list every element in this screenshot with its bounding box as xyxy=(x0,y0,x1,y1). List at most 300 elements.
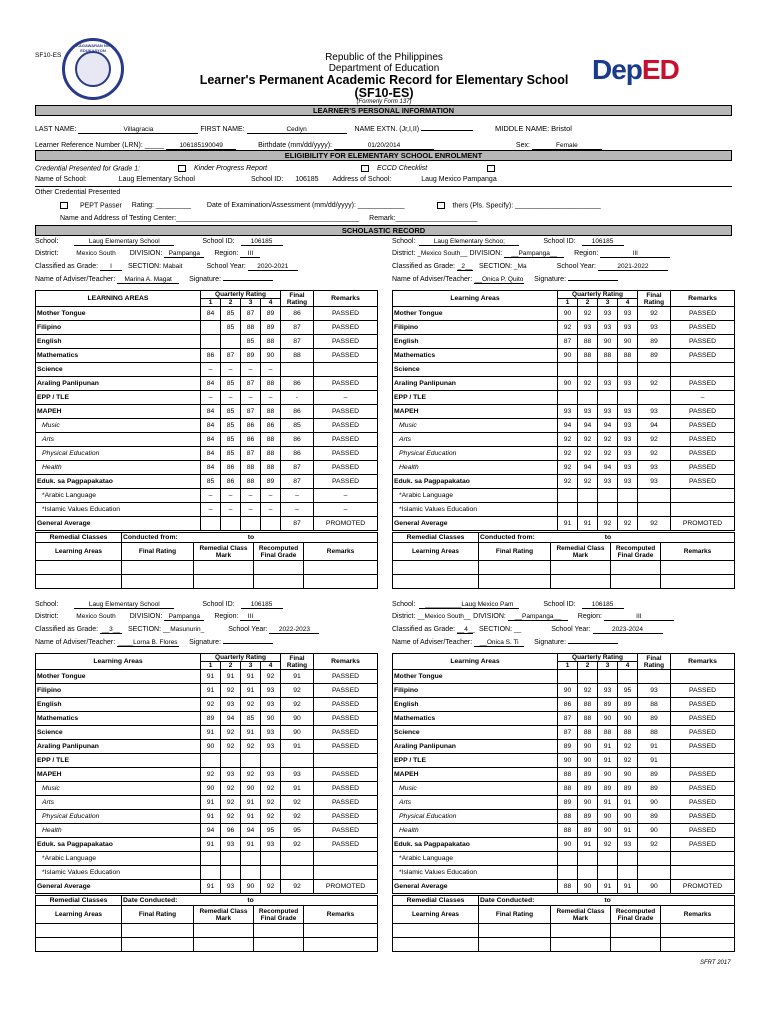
quarter-grade[interactable]: – xyxy=(261,503,281,517)
remarks[interactable]: PASSED xyxy=(671,307,735,321)
quarter-grade[interactable] xyxy=(618,489,638,503)
quarter-grade[interactable] xyxy=(578,489,598,503)
quarter-grade[interactable]: 90 xyxy=(558,307,578,321)
final-rating[interactable]: - xyxy=(281,391,314,405)
quarter-grade[interactable] xyxy=(558,489,578,503)
final-rating[interactable]: 89 xyxy=(638,810,671,824)
quarter-grade[interactable]: 90 xyxy=(558,349,578,363)
quarter-grade[interactable]: – xyxy=(241,489,261,503)
quarter-grade[interactable] xyxy=(618,852,638,866)
quarter-grade[interactable]: 93 xyxy=(261,684,281,698)
final-rating[interactable]: 92 xyxy=(281,796,314,810)
quarter-grade[interactable]: 90 xyxy=(558,684,578,698)
quarter-grade[interactable] xyxy=(241,754,261,768)
quarter-grade[interactable]: 95 xyxy=(261,824,281,838)
quarter-grade[interactable] xyxy=(241,866,261,880)
quarter-grade[interactable]: 88 xyxy=(558,768,578,782)
quarter-grade[interactable]: 93 xyxy=(261,726,281,740)
final-rating[interactable]: 95 xyxy=(281,824,314,838)
quarter-grade[interactable]: 95 xyxy=(618,684,638,698)
remarks[interactable] xyxy=(671,489,735,503)
quarter-grade[interactable]: 92 xyxy=(558,433,578,447)
quarter-grade[interactable] xyxy=(578,503,598,517)
quarter-grade[interactable]: 90 xyxy=(558,377,578,391)
quarter-grade[interactable] xyxy=(221,866,241,880)
quarter-grade[interactable]: 91 xyxy=(598,880,618,894)
remarks[interactable]: PASSED xyxy=(314,475,378,489)
ext-field[interactable] xyxy=(421,130,473,131)
quarter-grade[interactable]: 90 xyxy=(598,810,618,824)
quarter-grade[interactable] xyxy=(558,670,578,684)
remarks[interactable]: PASSED xyxy=(671,824,735,838)
final-rating[interactable]: 93 xyxy=(281,768,314,782)
remarks[interactable]: PROMOTED xyxy=(671,517,735,531)
quarter-grade[interactable]: 91 xyxy=(201,810,221,824)
quarter-grade[interactable]: 88 xyxy=(558,782,578,796)
quarter-grade[interactable] xyxy=(261,866,281,880)
quarter-grade[interactable]: 92 xyxy=(221,684,241,698)
quarter-grade[interactable]: 89 xyxy=(618,698,638,712)
quarter-grade[interactable]: 91 xyxy=(618,796,638,810)
remarks[interactable]: PASSED xyxy=(671,461,735,475)
quarter-grade[interactable]: 84 xyxy=(201,307,221,321)
remarks[interactable]: PASSED xyxy=(314,321,378,335)
quarter-grade[interactable]: 93 xyxy=(618,447,638,461)
quarter-grade[interactable]: 91 xyxy=(201,726,221,740)
final-rating[interactable]: 87 xyxy=(281,517,314,531)
quarter-grade[interactable]: 84 xyxy=(201,433,221,447)
quarter-grade[interactable]: 84 xyxy=(201,447,221,461)
quarter-grade[interactable]: 88 xyxy=(241,475,261,489)
final-rating[interactable]: 87 xyxy=(281,475,314,489)
quarter-grade[interactable]: 87 xyxy=(558,712,578,726)
quarter-grade[interactable]: 93 xyxy=(618,461,638,475)
remarks[interactable]: PASSED xyxy=(671,433,735,447)
quarter-grade[interactable]: 85 xyxy=(221,405,241,419)
remarks[interactable]: PASSED xyxy=(314,768,378,782)
remarks[interactable]: PASSED xyxy=(314,349,378,363)
quarter-grade[interactable]: 89 xyxy=(598,782,618,796)
quarter-grade[interactable]: 90 xyxy=(261,712,281,726)
quarter-grade[interactable]: 94 xyxy=(241,824,261,838)
pept-checkbox[interactable] xyxy=(60,202,68,209)
quarter-grade[interactable] xyxy=(578,852,598,866)
final-rating[interactable]: 92 xyxy=(638,377,671,391)
quarter-grade[interactable]: 91 xyxy=(241,796,261,810)
final-rating[interactable] xyxy=(281,363,314,377)
quarter-grade[interactable]: 93 xyxy=(221,698,241,712)
quarter-grade[interactable]: 93 xyxy=(221,768,241,782)
final-rating[interactable]: 87 xyxy=(281,335,314,349)
quarter-grade[interactable]: 89 xyxy=(578,824,598,838)
final-rating[interactable]: – xyxy=(281,489,314,503)
final-rating[interactable]: 88 xyxy=(638,726,671,740)
quarter-grade[interactable]: 93 xyxy=(221,838,241,852)
quarter-grade[interactable] xyxy=(558,866,578,880)
quarter-grade[interactable]: – xyxy=(221,363,241,377)
quarter-grade[interactable]: 85 xyxy=(221,447,241,461)
quarter-grade[interactable]: – xyxy=(221,503,241,517)
remarks[interactable]: PASSED xyxy=(314,433,378,447)
remarks[interactable]: PASSED xyxy=(314,405,378,419)
quarter-grade[interactable] xyxy=(618,391,638,405)
quarter-grade[interactable]: 91 xyxy=(241,684,261,698)
final-rating[interactable]: 93 xyxy=(638,475,671,489)
final-rating[interactable]: 86 xyxy=(281,377,314,391)
final-rating[interactable]: 92 xyxy=(638,433,671,447)
remarks[interactable]: – xyxy=(314,503,378,517)
middle-name-field[interactable]: Bristol xyxy=(551,124,572,133)
quarter-grade[interactable]: 90 xyxy=(578,740,598,754)
remarks[interactable]: PASSED xyxy=(671,684,735,698)
remarks[interactable]: PASSED xyxy=(314,740,378,754)
quarter-grade[interactable]: 89 xyxy=(201,712,221,726)
quarter-grade[interactable]: 93 xyxy=(598,405,618,419)
remarks[interactable]: PASSED xyxy=(671,335,735,349)
quarter-grade[interactable]: 90 xyxy=(578,880,598,894)
quarter-grade[interactable]: 88 xyxy=(598,726,618,740)
quarter-grade[interactable]: – xyxy=(261,489,281,503)
quarter-grade[interactable] xyxy=(261,754,281,768)
remarks[interactable]: PASSED xyxy=(314,419,378,433)
quarter-grade[interactable]: 93 xyxy=(578,321,598,335)
block-school-id[interactable]: 106185 xyxy=(241,238,283,246)
quarter-grade[interactable]: 94 xyxy=(558,419,578,433)
quarter-grade[interactable] xyxy=(221,335,241,349)
final-rating[interactable] xyxy=(638,503,671,517)
remarks[interactable]: PASSED xyxy=(314,670,378,684)
birthdate-field[interactable]: 01/20/2014 xyxy=(334,142,434,150)
final-rating[interactable]: 91 xyxy=(281,740,314,754)
quarter-grade[interactable]: 92 xyxy=(221,782,241,796)
quarter-grade[interactable]: – xyxy=(241,363,261,377)
final-rating[interactable] xyxy=(638,391,671,405)
final-rating[interactable]: 86 xyxy=(281,307,314,321)
quarter-grade[interactable]: 91 xyxy=(598,796,618,810)
quarter-grade[interactable]: – xyxy=(201,363,221,377)
quarter-grade[interactable]: 92 xyxy=(221,726,241,740)
remarks[interactable]: PASSED xyxy=(671,419,735,433)
final-rating[interactable]: 88 xyxy=(638,698,671,712)
quarter-grade[interactable]: 88 xyxy=(261,335,281,349)
remarks[interactable]: PASSED xyxy=(314,796,378,810)
final-rating[interactable]: 92 xyxy=(638,307,671,321)
remarks[interactable]: PASSED xyxy=(314,461,378,475)
quarter-grade[interactable]: 93 xyxy=(578,405,598,419)
quarter-grade[interactable]: 88 xyxy=(578,335,598,349)
quarter-grade[interactable]: 92 xyxy=(221,740,241,754)
kinder-checkbox[interactable] xyxy=(178,165,186,172)
quarter-grade[interactable]: 91 xyxy=(618,824,638,838)
quarter-grade[interactable]: 89 xyxy=(261,475,281,489)
quarter-grade[interactable]: 92 xyxy=(598,447,618,461)
quarter-grade[interactable]: 92 xyxy=(558,321,578,335)
quarter-grade[interactable]: 92 xyxy=(261,880,281,894)
quarter-grade[interactable]: 87 xyxy=(241,377,261,391)
quarter-grade[interactable] xyxy=(598,503,618,517)
remarks[interactable]: PASSED xyxy=(671,782,735,796)
final-rating[interactable]: 88 xyxy=(281,349,314,363)
remarks[interactable]: PASSED xyxy=(671,712,735,726)
quarter-grade[interactable]: 93 xyxy=(598,321,618,335)
quarter-grade[interactable]: 90 xyxy=(618,335,638,349)
quarter-grade[interactable]: 91 xyxy=(201,684,221,698)
final-rating[interactable]: 89 xyxy=(638,768,671,782)
quarter-grade[interactable]: 91 xyxy=(618,880,638,894)
final-rating[interactable]: 93 xyxy=(638,461,671,475)
quarter-grade[interactable]: 92 xyxy=(578,377,598,391)
remarks[interactable] xyxy=(314,754,378,768)
quarter-grade[interactable]: 89 xyxy=(598,698,618,712)
quarter-grade[interactable] xyxy=(618,866,638,880)
quarter-grade[interactable]: 92 xyxy=(261,796,281,810)
remarks[interactable]: PASSED xyxy=(671,726,735,740)
quarter-grade[interactable]: 90 xyxy=(578,754,598,768)
final-rating[interactable]: 89 xyxy=(638,782,671,796)
block-school-field[interactable]: Laug Elementary School xyxy=(74,601,174,609)
quarter-grade[interactable]: – xyxy=(221,489,241,503)
quarter-grade[interactable]: 90 xyxy=(598,712,618,726)
quarter-grade[interactable]: 89 xyxy=(241,349,261,363)
quarter-grade[interactable] xyxy=(558,852,578,866)
quarter-grade[interactable]: 87 xyxy=(558,726,578,740)
quarter-grade[interactable] xyxy=(578,866,598,880)
quarter-grade[interactable]: 89 xyxy=(261,321,281,335)
remarks[interactable]: PASSED xyxy=(314,824,378,838)
quarter-grade[interactable] xyxy=(578,670,598,684)
quarter-grade[interactable]: 86 xyxy=(221,461,241,475)
quarter-grade[interactable]: 93 xyxy=(618,475,638,489)
remarks[interactable] xyxy=(671,363,735,377)
quarter-grade[interactable]: 88 xyxy=(618,726,638,740)
remarks[interactable]: PASSED xyxy=(671,838,735,852)
final-rating[interactable] xyxy=(281,754,314,768)
quarter-grade[interactable]: 93 xyxy=(598,377,618,391)
quarter-grade[interactable]: 85 xyxy=(221,321,241,335)
quarter-grade[interactable]: – xyxy=(261,391,281,405)
quarter-grade[interactable]: 92 xyxy=(241,768,261,782)
quarter-grade[interactable]: 90 xyxy=(598,824,618,838)
quarter-grade[interactable] xyxy=(558,363,578,377)
quarter-grade[interactable]: – xyxy=(201,391,221,405)
quarter-grade[interactable]: 93 xyxy=(261,698,281,712)
quarter-grade[interactable]: 92 xyxy=(221,810,241,824)
remarks[interactable]: PASSED xyxy=(671,698,735,712)
quarter-grade[interactable]: 90 xyxy=(598,768,618,782)
quarter-grade[interactable] xyxy=(578,391,598,405)
final-rating[interactable]: 91 xyxy=(638,740,671,754)
final-rating[interactable]: 93 xyxy=(638,684,671,698)
final-rating[interactable]: 91 xyxy=(281,782,314,796)
quarter-grade[interactable] xyxy=(598,852,618,866)
final-rating[interactable]: 92 xyxy=(281,698,314,712)
quarter-grade[interactable]: 85 xyxy=(241,712,261,726)
quarter-grade[interactable] xyxy=(221,754,241,768)
quarter-grade[interactable]: 93 xyxy=(618,433,638,447)
quarter-grade[interactable]: 91 xyxy=(598,740,618,754)
remarks[interactable] xyxy=(671,754,735,768)
final-rating[interactable]: 87 xyxy=(281,461,314,475)
quarter-grade[interactable]: 88 xyxy=(261,461,281,475)
final-rating[interactable]: 91 xyxy=(638,754,671,768)
first-name-field[interactable]: Cedlyn xyxy=(247,126,347,134)
quarter-grade[interactable]: 86 xyxy=(558,698,578,712)
quarter-grade[interactable]: 94 xyxy=(598,461,618,475)
quarter-grade[interactable]: 88 xyxy=(578,349,598,363)
quarter-grade[interactable]: 90 xyxy=(261,349,281,363)
quarter-grade[interactable]: 91 xyxy=(201,838,221,852)
quarter-grade[interactable]: 88 xyxy=(261,447,281,461)
quarter-grade[interactable]: 93 xyxy=(558,405,578,419)
quarter-grade[interactable]: 93 xyxy=(618,307,638,321)
final-rating[interactable]: 90 xyxy=(638,880,671,894)
quarter-grade[interactable]: 88 xyxy=(261,377,281,391)
quarter-grade[interactable]: – xyxy=(261,363,281,377)
final-rating[interactable]: 89 xyxy=(638,335,671,349)
final-rating[interactable]: – xyxy=(281,503,314,517)
quarter-grade[interactable]: 92 xyxy=(241,740,261,754)
quarter-grade[interactable]: 85 xyxy=(221,433,241,447)
final-rating[interactable]: 87 xyxy=(281,321,314,335)
quarter-grade[interactable]: 86 xyxy=(241,419,261,433)
quarter-grade[interactable] xyxy=(261,517,281,531)
extra-checkbox[interactable] xyxy=(487,165,495,172)
quarter-grade[interactable]: 92 xyxy=(618,740,638,754)
final-rating[interactable]: 86 xyxy=(281,433,314,447)
quarter-grade[interactable]: 92 xyxy=(578,684,598,698)
quarter-grade[interactable]: – xyxy=(241,503,261,517)
quarter-grade[interactable]: 89 xyxy=(578,810,598,824)
quarter-grade[interactable] xyxy=(201,517,221,531)
final-rating[interactable]: 86 xyxy=(281,447,314,461)
quarter-grade[interactable]: 92 xyxy=(558,447,578,461)
quarter-grade[interactable]: 92 xyxy=(578,433,598,447)
remarks[interactable]: PASSED xyxy=(671,796,735,810)
quarter-grade[interactable]: 90 xyxy=(578,796,598,810)
quarter-grade[interactable]: 91 xyxy=(578,517,598,531)
quarter-grade[interactable]: 88 xyxy=(261,405,281,419)
remarks[interactable]: PASSED xyxy=(671,405,735,419)
final-rating[interactable]: 86 xyxy=(281,405,314,419)
quarter-grade[interactable]: 92 xyxy=(578,475,598,489)
quarter-grade[interactable]: 92 xyxy=(578,447,598,461)
quarter-grade[interactable]: 85 xyxy=(241,335,261,349)
quarter-grade[interactable]: 92 xyxy=(558,475,578,489)
quarter-grade[interactable]: 92 xyxy=(558,461,578,475)
final-rating[interactable]: 94 xyxy=(638,419,671,433)
quarter-grade[interactable] xyxy=(558,391,578,405)
final-rating[interactable] xyxy=(638,489,671,503)
quarter-grade[interactable]: 92 xyxy=(598,517,618,531)
quarter-grade[interactable]: 84 xyxy=(201,461,221,475)
quarter-grade[interactable]: 93 xyxy=(618,419,638,433)
final-rating[interactable] xyxy=(638,363,671,377)
quarter-grade[interactable] xyxy=(618,363,638,377)
quarter-grade[interactable]: 87 xyxy=(241,405,261,419)
final-rating[interactable] xyxy=(638,670,671,684)
remarks[interactable]: PASSED xyxy=(671,768,735,782)
remarks[interactable] xyxy=(314,866,378,880)
quarter-grade[interactable]: 92 xyxy=(261,810,281,824)
remarks[interactable]: PASSED xyxy=(671,321,735,335)
quarter-grade[interactable]: 93 xyxy=(598,475,618,489)
quarter-grade[interactable]: 91 xyxy=(221,670,241,684)
quarter-grade[interactable]: 90 xyxy=(201,740,221,754)
quarter-grade[interactable]: 91 xyxy=(558,517,578,531)
final-rating[interactable]: 93 xyxy=(638,321,671,335)
final-rating[interactable]: 92 xyxy=(281,684,314,698)
remarks[interactable]: PASSED xyxy=(314,712,378,726)
final-rating[interactable]: 92 xyxy=(638,447,671,461)
block-school-field[interactable]: Laug Elementary School xyxy=(74,238,174,246)
remarks[interactable]: PASSED xyxy=(671,740,735,754)
quarter-grade[interactable]: 87 xyxy=(241,307,261,321)
quarter-grade[interactable] xyxy=(201,866,221,880)
remarks[interactable]: PASSED xyxy=(314,782,378,796)
quarter-grade[interactable]: 93 xyxy=(618,377,638,391)
remarks[interactable] xyxy=(671,670,735,684)
remarks[interactable]: PASSED xyxy=(671,475,735,489)
quarter-grade[interactable] xyxy=(598,363,618,377)
quarter-grade[interactable]: – xyxy=(201,489,221,503)
final-rating[interactable]: 90 xyxy=(638,796,671,810)
quarter-grade[interactable]: 93 xyxy=(221,880,241,894)
quarter-grade[interactable]: 93 xyxy=(261,768,281,782)
remarks[interactable]: PASSED xyxy=(314,684,378,698)
final-rating[interactable]: 90 xyxy=(281,712,314,726)
quarter-grade[interactable]: 91 xyxy=(241,810,261,824)
quarter-grade[interactable]: 85 xyxy=(201,475,221,489)
quarter-grade[interactable]: 88 xyxy=(241,461,261,475)
quarter-grade[interactable]: 92 xyxy=(618,754,638,768)
quarter-grade[interactable] xyxy=(558,503,578,517)
quarter-grade[interactable]: 94 xyxy=(578,419,598,433)
quarter-grade[interactable]: 87 xyxy=(558,335,578,349)
quarter-grade[interactable]: 90 xyxy=(618,768,638,782)
quarter-grade[interactable]: 84 xyxy=(201,405,221,419)
final-rating[interactable]: 90 xyxy=(281,726,314,740)
quarter-grade[interactable]: 89 xyxy=(558,740,578,754)
final-rating[interactable]: 85 xyxy=(281,419,314,433)
quarter-grade[interactable]: 91 xyxy=(241,670,261,684)
quarter-grade[interactable]: 92 xyxy=(201,768,221,782)
quarter-grade[interactable] xyxy=(578,363,598,377)
final-rating[interactable]: 92 xyxy=(281,880,314,894)
quarter-grade[interactable]: 93 xyxy=(598,307,618,321)
final-rating[interactable]: 92 xyxy=(638,517,671,531)
quarter-grade[interactable]: 93 xyxy=(618,405,638,419)
quarter-grade[interactable]: 90 xyxy=(558,838,578,852)
final-rating[interactable]: 90 xyxy=(638,824,671,838)
final-rating[interactable]: 92 xyxy=(281,838,314,852)
eccd-checkbox[interactable] xyxy=(361,165,369,172)
block-school-field[interactable]: Laug Elementary Schoo; xyxy=(419,238,519,246)
quarter-grade[interactable]: 89 xyxy=(578,768,598,782)
block-school-id[interactable]: 106185 xyxy=(241,601,283,609)
quarter-grade[interactable]: 89 xyxy=(558,796,578,810)
quarter-grade[interactable]: 94 xyxy=(578,461,598,475)
quarter-grade[interactable]: 88 xyxy=(578,698,598,712)
quarter-grade[interactable] xyxy=(598,489,618,503)
quarter-grade[interactable]: 88 xyxy=(558,810,578,824)
remarks[interactable] xyxy=(671,866,735,880)
quarter-grade[interactable]: 88 xyxy=(241,321,261,335)
remarks[interactable]: PASSED xyxy=(314,307,378,321)
quarter-grade[interactable] xyxy=(618,503,638,517)
quarter-grade[interactable] xyxy=(598,670,618,684)
remarks[interactable] xyxy=(314,363,378,377)
quarter-grade[interactable]: 90 xyxy=(598,335,618,349)
